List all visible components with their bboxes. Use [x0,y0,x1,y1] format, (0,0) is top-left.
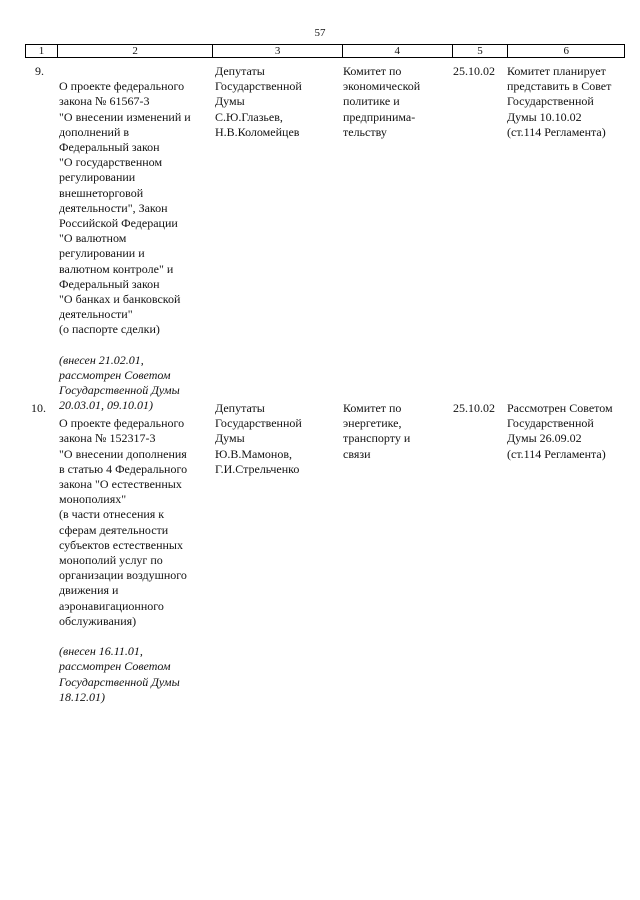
date-cell: 25.10.02 [453,64,495,78]
authors-cell: Депутаты Государственной Думы С.Ю.Глазьев, Н.В.Коломейцев [215,64,302,139]
row-number: 10. [31,401,46,415]
authors-cell: Депутаты Государственной Думы Ю.В.Мамонов, Г.И.Стрельченко [215,401,302,476]
table-header [25,44,625,58]
bill-note: (внесен 21.02.01, рассмотрен Советом Государственной Думы 20.03.01, 09.10.01) [59,352,180,413]
bill-title: О проекте федерального закона № 152317-3 "О внесении дополнения в статью 4 Федерального закона "О естественных монополиях" (в части отнесения к сферам деятельности субъектов естественных монополий услуг по организации воздушного движения и аэронавигационного обслуживания) [59,416,188,628]
column-header-6: 6 [563,45,569,57]
committee-cell: Комитет по экономической политике и предпринима- тельству [343,64,421,139]
column-header-4: 4 [343,45,453,57]
column-header-2: 2 [58,45,213,57]
column-header-3: 3 [213,45,343,57]
column-header-1: 1 [26,45,58,57]
bill-note: (внесен 16.11.01, рассмотрен Советом Государственной Думы 18.12.01) [59,644,180,704]
committee-cell: Комитет по энергетике, транспорту и связи [343,401,411,461]
bill-title: О проекте федерального закона № 61567-3 "О внесении изменений и дополнений в Федеральный закон "О государственном регулировании внешнеторговой деятельности", Закон Российской Федерации "О валютном регулировании и валютном контроле" и Федеральный закон "О банках и банковской деятельности" (о паспорте сделки) [59,79,191,337]
status-cell: Рассмотрен Советом Государственной Думы 26.09.02 (ст.114 Регламента) [507,401,613,461]
page-number: 57 [314,27,326,39]
date-cell: 25.10.02 [453,401,495,415]
bill-title-cell [59,401,213,720]
row-number: 9. [35,64,44,78]
status-cell: Комитет планирует представить в Совет Государственной Думы 10.10.02 (ст.114 Регламента) [507,64,612,139]
column-header-5: 5 [453,45,509,57]
bill-title-cell [59,64,213,429]
